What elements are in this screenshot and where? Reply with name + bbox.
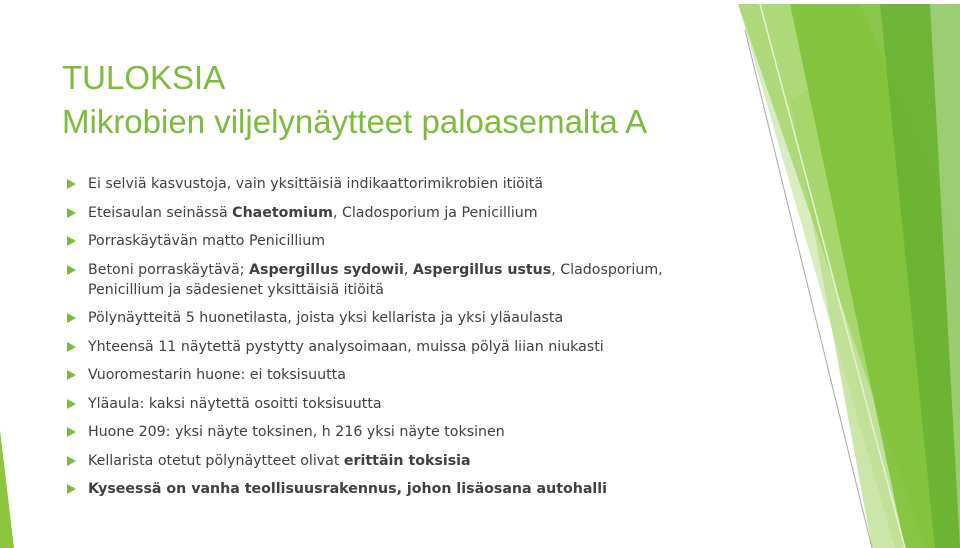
left-accent-strip — [0, 430, 14, 548]
list-item-text: , Cladosporium ja Penicillium — [332, 204, 538, 221]
triangle-right-icon — [67, 456, 76, 466]
list-item-text: Yläaula: kaksi näytettä osoitti toksisuutta — [88, 395, 382, 412]
list-item — [66, 308, 706, 328]
triangle-right-icon — [67, 342, 76, 352]
list-item-text: Vuoromestarin huone: ei toksisuutta — [88, 367, 346, 383]
title-line-2: Mikrobien viljelynäytteet paloasemalta A — [62, 103, 648, 140]
list-item — [66, 394, 706, 414]
list-item-text: Kellarista otetut pölynäytteet olivat — [88, 452, 344, 469]
triangle-right-icon — [67, 484, 76, 494]
list-item — [66, 203, 706, 223]
triangle-right-icon — [67, 399, 76, 409]
list-item — [66, 479, 706, 499]
list-item-text: Eteisaulan seinässä — [88, 204, 233, 221]
triangle-right-icon — [67, 427, 76, 437]
triangle-right-icon — [67, 208, 76, 218]
list-item-bold: Aspergillus ustus — [412, 261, 552, 278]
triangle-right-icon — [67, 313, 76, 323]
list-item-text: Kyseessä on vanha teollisuusrakennus, johon lisäosana autohalli — [88, 481, 607, 497]
list-item-text: Pölynäytteitä 5 huonetilasta, joista yksi kellarista ja yksi yläaulasta — [88, 310, 564, 326]
list-item-text: Betoni porraskäytävä; — [88, 261, 250, 278]
triangle-right-icon — [67, 370, 76, 380]
list-item — [66, 451, 706, 471]
list-item — [66, 365, 706, 385]
list-item — [66, 174, 706, 194]
triangle-right-icon — [67, 179, 76, 189]
list-item-bold: Aspergillus sydowii — [249, 261, 404, 278]
list-item-text: , Cladosporium, Penicillium ja sädesienet yksittäisiä itiöitä — [88, 261, 663, 298]
list-item-text: Porraskäytävän matto Penicillium — [88, 233, 326, 249]
list-item-bold: Chaetomium — [232, 204, 333, 221]
list-item-text: Ei selviä kasvustoja, vain yksittäisiä indikaattorimikrobien itiöitä — [88, 176, 544, 192]
list-item — [66, 337, 706, 357]
triangle-right-icon — [67, 236, 76, 246]
bullet-list — [66, 174, 706, 508]
list-item — [66, 260, 688, 300]
page-title — [62, 56, 647, 144]
list-item — [66, 422, 706, 442]
list-item — [66, 231, 706, 251]
title-line-1: TULOKSIA — [62, 59, 226, 96]
list-item-text: Huone 209: yksi näyte toksinen, h 216 yksi näyte toksinen — [88, 424, 505, 440]
list-item-bold: erittäin toksisia — [343, 452, 471, 469]
list-item-text: , — [403, 261, 413, 278]
triangle-right-icon — [67, 265, 76, 275]
list-item-text: Yhteensä 11 näytettä pystytty analysoimaan, muissa pölyä liian niukasti — [88, 338, 604, 355]
